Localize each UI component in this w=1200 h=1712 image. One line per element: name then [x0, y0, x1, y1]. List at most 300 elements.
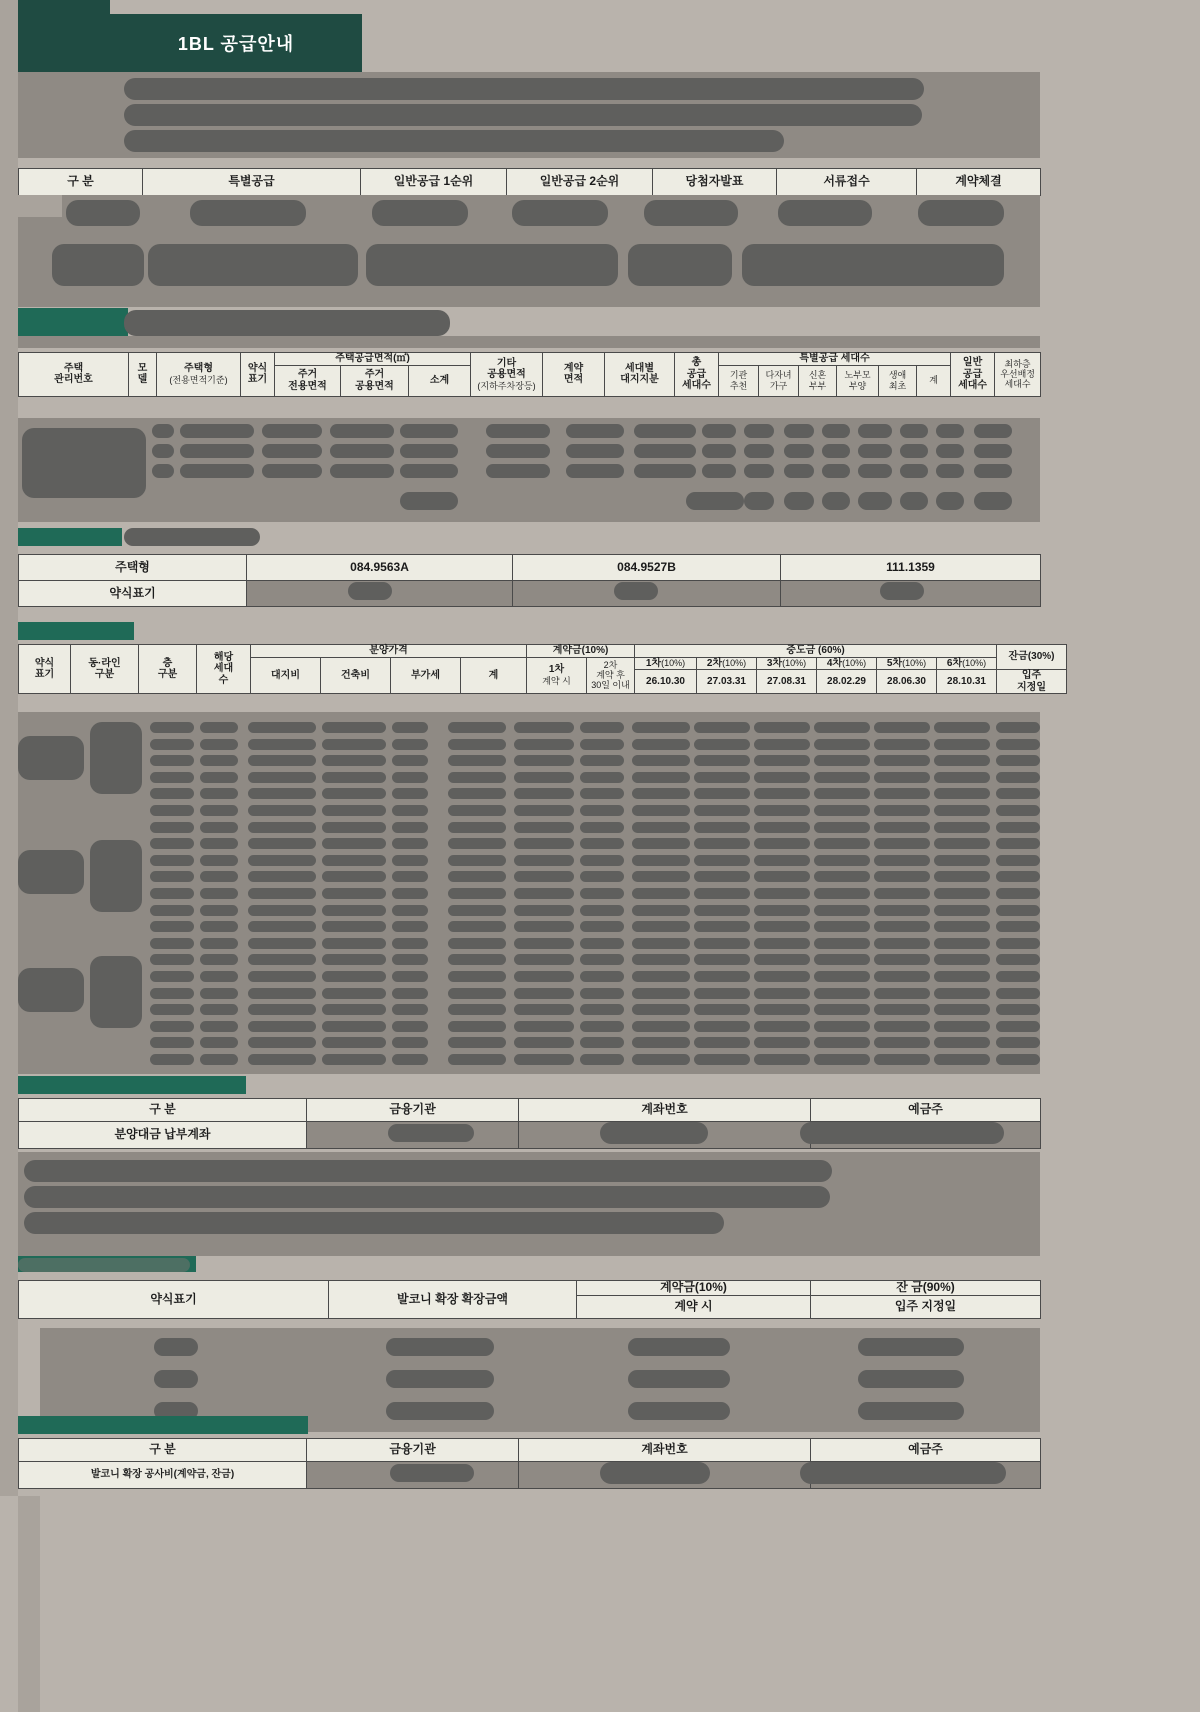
price-cell-blob	[580, 855, 624, 866]
col-special-sum: 계	[917, 365, 951, 396]
supply-cell-blob	[566, 444, 624, 458]
price-cell-blob	[200, 739, 238, 750]
price-cell-blob	[874, 871, 930, 882]
price-cell-blob	[248, 1037, 316, 1048]
price-cell-blob	[448, 855, 506, 866]
price-cell-blob	[150, 1037, 194, 1048]
intro-line-3	[124, 130, 784, 152]
price-cell-blob	[874, 954, 930, 965]
price-cell-blob	[514, 788, 574, 799]
price-cell-blob	[632, 971, 690, 982]
price-cell-blob	[248, 871, 316, 882]
schedule-cell-blob	[628, 244, 732, 286]
price-cell-blob	[448, 788, 506, 799]
price-cell-blob	[580, 822, 624, 833]
price-cell-blob	[694, 905, 750, 916]
bottom-gutter	[18, 1496, 40, 1712]
price-cell-blob	[322, 888, 386, 899]
price-cell-blob	[392, 954, 428, 965]
price-cell-blob	[580, 938, 624, 949]
supply-cell-blob	[744, 424, 774, 438]
supply-cell-blob	[180, 424, 254, 438]
price-cell-blob	[580, 772, 624, 783]
price-cell-blob	[322, 988, 386, 999]
abbr-blob	[880, 582, 924, 600]
balcony-cell-blob	[154, 1370, 198, 1388]
price-cell-blob	[392, 1004, 428, 1015]
price-cell-blob	[694, 772, 750, 783]
price-cell-blob	[580, 838, 624, 849]
balcony-cell-blob	[154, 1338, 198, 1356]
price-cell-blob	[248, 822, 316, 833]
price-cell-blob	[392, 855, 428, 866]
price-cell-blob	[514, 888, 574, 899]
price-cell-blob	[248, 1021, 316, 1032]
price-cell-blob	[514, 1021, 574, 1032]
schedule-cell-blob	[644, 200, 738, 226]
price-cell-blob	[580, 921, 624, 932]
price-cell-blob	[580, 971, 624, 982]
price-cell-blob	[322, 921, 386, 932]
price-cell-blob	[248, 938, 316, 949]
price-cell-blob	[934, 871, 990, 882]
price-cell-blob	[874, 1004, 930, 1015]
price-cell-blob	[874, 1021, 930, 1032]
price-cell-blob	[392, 739, 428, 750]
price-cell-blob	[694, 938, 750, 949]
price-cell-blob	[392, 871, 428, 882]
price-cell-blob	[814, 905, 870, 916]
price-cell-blob	[448, 888, 506, 899]
type-value-2: 111.1359	[781, 555, 1041, 581]
supply-cell-blob	[858, 464, 892, 478]
price-cell-blob	[448, 905, 506, 916]
price-cell-blob	[632, 871, 690, 882]
price-cell-blob	[448, 938, 506, 949]
schedule-header-6: 계약체결	[917, 169, 1041, 196]
price-cell-blob	[514, 822, 574, 833]
price-cell-blob	[754, 805, 810, 816]
price-cell-blob	[694, 988, 750, 999]
supply-cell-blob	[400, 492, 458, 510]
supply-cell-blob	[180, 444, 254, 458]
price-cell-blob	[754, 921, 810, 932]
col-floor: 층 구분	[139, 645, 197, 694]
price-cell-blob	[632, 805, 690, 816]
price-cell-blob	[200, 1054, 238, 1065]
price-cell-blob	[632, 1054, 690, 1065]
balcony-cell-blob	[858, 1370, 964, 1388]
price-cell-blob	[754, 871, 810, 882]
price-cell-blob	[996, 971, 1040, 982]
balcony-col-amount: 발코니 확장 확장금액	[329, 1281, 577, 1319]
price-cell-blob	[150, 739, 194, 750]
price-cell-blob	[632, 822, 690, 833]
acct1-header-1: 금융기관	[307, 1099, 519, 1122]
price-cell-blob	[934, 805, 990, 816]
supply-cell-blob	[858, 444, 892, 458]
price-cell-blob	[580, 788, 624, 799]
price-cell-blob	[248, 805, 316, 816]
price-cell-blob	[754, 1021, 810, 1032]
supply-cell-blob	[858, 424, 892, 438]
price-cell-blob	[754, 988, 810, 999]
price-cell-blob	[150, 988, 194, 999]
price-cell-blob	[632, 954, 690, 965]
supply-cell-blob	[330, 424, 394, 438]
price-cell-blob	[996, 1021, 1040, 1032]
price-cell-blob	[814, 1021, 870, 1032]
supply-cell-blob	[822, 492, 850, 510]
supply-cell-blob	[634, 464, 696, 478]
price-cell-blob	[322, 838, 386, 849]
price-cell-blob	[632, 1004, 690, 1015]
price-cell-blob	[514, 905, 574, 916]
balcony-cell-blob	[386, 1370, 494, 1388]
col-exclusive-area: 주거 전용면적	[275, 365, 341, 396]
price-cell-blob	[694, 1037, 750, 1048]
price-cell-blob	[248, 954, 316, 965]
acct2-header-2: 계좌번호	[519, 1439, 811, 1462]
price-cell-blob	[448, 1021, 506, 1032]
price-cell-blob	[322, 971, 386, 982]
price-cell-blob	[392, 971, 428, 982]
price-cell-blob	[996, 838, 1040, 849]
supply-cell-blob	[262, 444, 322, 458]
col-interim-group: 중도금 (60%)	[635, 645, 997, 658]
supply-cell-blob	[936, 464, 964, 478]
price-cell-blob	[874, 905, 930, 916]
price-cell-blob	[248, 1004, 316, 1015]
col-interim-1: 1차(10%)	[635, 657, 697, 670]
price-cell-blob	[694, 855, 750, 866]
price-cell-blob	[248, 971, 316, 982]
table-row	[19, 555, 1041, 581]
price-cell-blob	[580, 1004, 624, 1015]
price-cell-blob	[514, 988, 574, 999]
price-cell-blob	[322, 822, 386, 833]
supply-cell-blob	[180, 464, 254, 478]
price-cell-blob	[200, 971, 238, 982]
price-cell-blob	[200, 788, 238, 799]
price-cell-blob	[694, 755, 750, 766]
price-cell-blob	[814, 954, 870, 965]
supply-cell-blob	[744, 464, 774, 478]
price-cell-blob	[996, 871, 1040, 882]
acct1-header-3: 예금주	[811, 1099, 1041, 1122]
supply-cell-blob	[900, 492, 928, 510]
price-cell-blob	[322, 739, 386, 750]
page-title: 1BL 공급안내	[110, 14, 362, 72]
supply-cell-blob	[822, 424, 850, 438]
price-cell-blob	[322, 1037, 386, 1048]
table-row	[19, 353, 1041, 366]
price-cell-blob	[814, 988, 870, 999]
price-cell-blob	[934, 772, 990, 783]
price-cell-blob	[934, 755, 990, 766]
price-cell-blob	[150, 722, 194, 733]
price-cell-blob	[448, 739, 506, 750]
supply-cell-blob	[262, 464, 322, 478]
price-abbr-blob	[18, 850, 84, 894]
supply-cell-blob	[686, 492, 744, 510]
supply-cell-blob	[974, 424, 1012, 438]
supply-cell-blob	[744, 492, 774, 510]
supply-cell-blob	[784, 444, 814, 458]
supply-cell-blob	[936, 444, 964, 458]
price-cell-blob	[996, 921, 1040, 932]
price-cell-blob	[200, 871, 238, 882]
price-cell-blob	[392, 1037, 428, 1048]
right-margin	[1040, 0, 1200, 1712]
price-cell-blob	[514, 838, 574, 849]
balcony-col-downpay-sub: 계약 시	[577, 1295, 811, 1318]
price-cell-blob	[754, 772, 810, 783]
acct1-number-blob	[600, 1122, 708, 1144]
price-cell-blob	[248, 988, 316, 999]
page-bottom-margin	[0, 1496, 1200, 1712]
price-cell-blob	[694, 739, 750, 750]
price-cell-blob	[514, 1037, 574, 1048]
price-cell-blob	[514, 1054, 574, 1065]
col-abbr: 약식 표기	[241, 353, 275, 397]
price-cell-blob	[632, 788, 690, 799]
price-cell-blob	[874, 772, 930, 783]
price-cell-blob	[150, 921, 194, 932]
supply-cell-blob	[936, 424, 964, 438]
col-house-type: 주택형 (전용면적기준)	[157, 353, 241, 397]
price-cell-blob	[694, 788, 750, 799]
price-cell-blob	[248, 838, 316, 849]
col-house-mgmt-no: 주택 관리번호	[19, 353, 129, 397]
schedule-cell-blob	[66, 200, 140, 226]
price-cell-blob	[996, 888, 1040, 899]
price-cell-blob	[694, 1004, 750, 1015]
price-cell-blob	[514, 938, 574, 949]
schedule-cell-blob	[742, 244, 1004, 286]
price-cell-blob	[448, 822, 506, 833]
price-cell-blob	[392, 722, 428, 733]
price-cell-blob	[874, 739, 930, 750]
price-table	[18, 644, 1067, 694]
price-cell-blob	[448, 1037, 506, 1048]
price-cell-blob	[934, 988, 990, 999]
price-cell-blob	[150, 954, 194, 965]
balcony-col-balance-sub: 입주 지정일	[811, 1295, 1041, 1318]
note-line-3	[24, 1212, 724, 1234]
intro-line-2	[124, 104, 922, 126]
col-balance-date: 입주 지정일	[997, 670, 1067, 694]
col-lowest-floor: 최하층 우선배정 세대수	[995, 353, 1041, 397]
price-cell-blob	[632, 722, 690, 733]
price-cell-blob	[514, 921, 574, 932]
price-cell-blob	[322, 954, 386, 965]
price-cell-blob	[874, 805, 930, 816]
price-cell-blob	[514, 772, 574, 783]
price-cell-blob	[632, 755, 690, 766]
price-cell-blob	[448, 921, 506, 932]
price-cell-blob	[996, 822, 1040, 833]
price-cell-blob	[580, 755, 624, 766]
price-cell-blob	[934, 938, 990, 949]
col-land-cost: 대지비	[251, 657, 321, 694]
price-cell-blob	[632, 739, 690, 750]
price-cell-blob	[754, 954, 810, 965]
schedule-cell-blob	[190, 200, 306, 226]
col-model: 모 델	[129, 353, 157, 397]
price-cell-blob	[934, 855, 990, 866]
price-cell-blob	[996, 938, 1040, 949]
supply-cell-blob	[152, 464, 174, 478]
price-cell-blob	[934, 1004, 990, 1015]
price-cell-blob	[392, 788, 428, 799]
price-cell-blob	[874, 988, 930, 999]
price-cell-blob	[448, 805, 506, 816]
price-cell-blob	[248, 905, 316, 916]
schedule-cell-blob	[366, 244, 618, 286]
price-cell-blob	[996, 805, 1040, 816]
price-cell-blob	[580, 1021, 624, 1032]
price-cell-blob	[448, 722, 506, 733]
col-downpay-1: 1차 계약 시	[527, 657, 587, 694]
price-cell-blob	[248, 722, 316, 733]
price-cell-blob	[934, 888, 990, 899]
price-cell-blob	[200, 838, 238, 849]
price-cell-blob	[392, 822, 428, 833]
col-other-common: 기타 공용면적 (지하주차장등)	[471, 353, 543, 397]
price-cell-blob	[814, 971, 870, 982]
schedule-cell-blob	[52, 244, 144, 286]
interim-date-4: 28.02.29	[817, 670, 877, 694]
supply-cell-blob	[634, 424, 696, 438]
price-cell-blob	[632, 855, 690, 866]
price-cell-blob	[874, 855, 930, 866]
acct1-header-0: 구 분	[19, 1099, 307, 1122]
schedule-header-0: 구 분	[19, 169, 143, 196]
price-cell-blob	[754, 855, 810, 866]
supply-cell-blob	[702, 444, 736, 458]
price-cell-blob	[200, 954, 238, 965]
price-cell-blob	[150, 1054, 194, 1065]
price-cell-blob	[874, 888, 930, 899]
price-cell-blob	[322, 805, 386, 816]
acct2-header-0: 구 분	[19, 1439, 307, 1462]
price-cell-blob	[392, 838, 428, 849]
price-cell-blob	[996, 1054, 1040, 1065]
price-cell-blob	[934, 1037, 990, 1048]
price-cell-blob	[200, 921, 238, 932]
price-cell-blob	[200, 1021, 238, 1032]
price-cell-blob	[996, 788, 1040, 799]
col-downpayment-group: 계약금(10%)	[527, 645, 635, 658]
table-row	[19, 1281, 1041, 1296]
balcony-cell-blob	[858, 1338, 964, 1356]
price-cell-blob	[632, 1037, 690, 1048]
price-cell-blob	[580, 1037, 624, 1048]
schedule-header-5: 서류접수	[777, 169, 917, 196]
price-cell-blob	[200, 772, 238, 783]
price-cell-blob	[694, 921, 750, 932]
price-cell-blob	[514, 871, 574, 882]
supply-cell-blob	[784, 464, 814, 478]
acct2-row-label: 발코니 확장 공사비(계약금, 잔금)	[19, 1462, 307, 1489]
price-cell-blob	[448, 838, 506, 849]
price-cell-blob	[934, 905, 990, 916]
price-cell-blob	[632, 838, 690, 849]
price-cell-blob	[200, 1004, 238, 1015]
col-downpay-2: 2차 계약 후 30일 이내	[587, 657, 635, 694]
supply-cell-blob	[634, 444, 696, 458]
price-cell-blob	[392, 1054, 428, 1065]
price-cell-blob	[514, 805, 574, 816]
price-cell-blob	[448, 755, 506, 766]
col-balance-group: 잔금(30%)	[997, 645, 1067, 670]
price-cell-blob	[996, 905, 1040, 916]
note-line-2	[24, 1186, 830, 1208]
price-cell-blob	[392, 938, 428, 949]
col-general-units: 일반 공급 세대수	[951, 353, 995, 397]
price-cell-blob	[814, 772, 870, 783]
price-cell-blob	[632, 905, 690, 916]
table-row	[19, 1099, 1041, 1122]
price-cell-blob	[150, 788, 194, 799]
price-cell-blob	[754, 788, 810, 799]
col-interim-6: 6차(10%)	[937, 657, 997, 670]
price-cell-blob	[448, 954, 506, 965]
supply-cell-blob	[900, 464, 928, 478]
price-cell-blob	[814, 938, 870, 949]
price-cell-blob	[322, 871, 386, 882]
price-cell-blob	[754, 739, 810, 750]
price-cell-blob	[150, 822, 194, 833]
price-cell-blob	[814, 739, 870, 750]
price-cell-blob	[814, 755, 870, 766]
price-cell-blob	[934, 722, 990, 733]
supply-cell-blob	[486, 444, 550, 458]
price-cell-blob	[754, 1004, 810, 1015]
price-cell-blob	[580, 805, 624, 816]
price-cell-blob	[248, 1054, 316, 1065]
acct2-bank-blob	[390, 1464, 474, 1482]
col-interim-4: 4차(10%)	[817, 657, 877, 670]
price-cell-blob	[814, 722, 870, 733]
col-area-subtotal: 소계	[409, 365, 471, 396]
price-cell-blob	[448, 1004, 506, 1015]
price-cell-blob	[200, 888, 238, 899]
supply-cell-blob	[566, 424, 624, 438]
supply-cell-blob	[858, 492, 892, 510]
price-cell-blob	[694, 805, 750, 816]
price-cell-blob	[632, 988, 690, 999]
price-cell-blob	[392, 772, 428, 783]
price-cell-blob	[934, 788, 990, 799]
price-cell-blob	[754, 888, 810, 899]
col-firsttime: 생애 최초	[879, 365, 917, 396]
price-cell-blob	[150, 772, 194, 783]
price-cell-blob	[694, 971, 750, 982]
price-cell-blob	[694, 1054, 750, 1065]
price-cell-blob	[248, 788, 316, 799]
type-row-label-0: 주택형	[19, 555, 247, 581]
col-dong-line: 동·라인 구분	[71, 645, 139, 694]
interim-date-3: 27.08.31	[757, 670, 817, 694]
price-cell-blob	[248, 855, 316, 866]
balcony-col-abbr: 약식표기	[19, 1281, 329, 1319]
supply-cell-blob	[744, 444, 774, 458]
price-cell-blob	[874, 1037, 930, 1048]
supply-cell-blob	[822, 444, 850, 458]
price-cell-blob	[514, 1004, 574, 1015]
